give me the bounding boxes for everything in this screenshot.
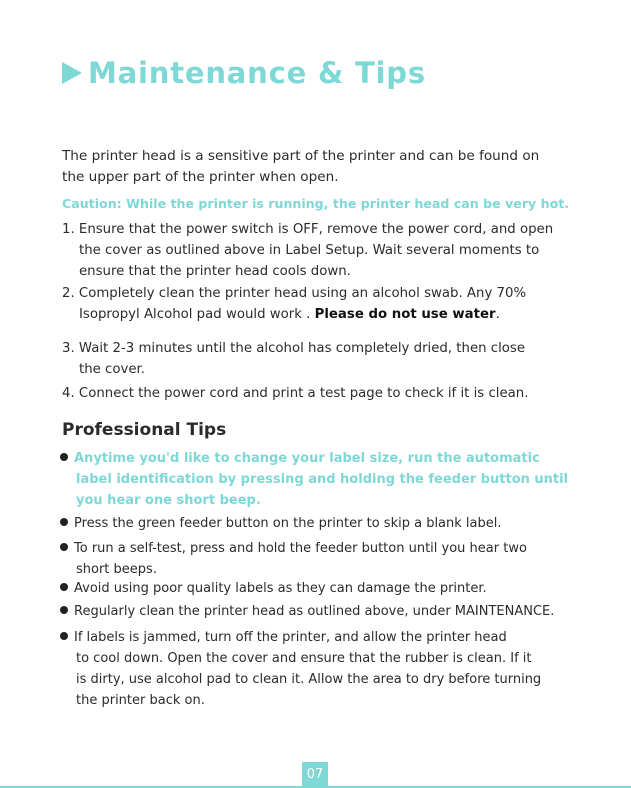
- intro-text: [62, 146, 572, 188]
- step-text: the cover.: [79, 362, 146, 377]
- page-number: 07: [302, 762, 328, 788]
- step-4: [62, 383, 572, 404]
- bullet-dot-icon: [60, 583, 68, 591]
- step-text: Completely clean the printer head using an alcohol swab. Any 70%: [78, 286, 527, 301]
- bullet-dot-icon: [60, 543, 68, 551]
- tip-item: [60, 578, 572, 599]
- tip-text: Press the green feeder button on the printer to skip a blank label.: [74, 516, 502, 531]
- tip-item: [60, 513, 572, 534]
- step-text: Ensure that the power switch is OFF, remove the power cord, and open: [78, 222, 554, 237]
- step-text: the cover as outlined above in Label Setup. Wait several moments to: [79, 243, 540, 258]
- tip-item: [60, 448, 572, 511]
- step-text: ensure that the printer head cools down.: [79, 264, 351, 279]
- tip-text: label identification by pressing and holding the feeder button until: [76, 472, 569, 487]
- bullet-dot-icon: [60, 453, 68, 461]
- tip-item: [60, 627, 572, 711]
- tip-text: short beeps.: [76, 562, 157, 577]
- step-number: 2.: [62, 286, 75, 301]
- step-warning: Please do not use water: [314, 307, 496, 322]
- tip-text: If labels is jammed, turn off the printer, and allow the printer head: [74, 630, 507, 645]
- step-text: Connect the power cord and print a test page to check if it is clean.: [78, 386, 529, 401]
- tip-text: Anytime you'd like to change your label size, run the automatic: [74, 451, 540, 466]
- tip-item: [60, 538, 572, 580]
- step-number: 4.: [62, 386, 75, 401]
- intro-line: the upper part of the printer when open.: [62, 169, 339, 185]
- tip-text: to cool down. Open the cover and ensure that the rubber is clean. If it: [76, 651, 532, 666]
- tip-text: Regularly clean the printer head as outlined above, under MAINTENANCE.: [74, 604, 555, 619]
- tip-text: is dirty, use alcohol pad to clean it. Allow the area to dry before turning: [76, 672, 542, 687]
- step-number: 3.: [62, 341, 75, 356]
- caution-text: Caution: While the printer is running, the printer head can be very hot.: [62, 196, 570, 211]
- page-title: Maintenance & Tips: [88, 56, 426, 90]
- tip-text: the printer back on.: [76, 693, 205, 708]
- bullet-dot-icon: [60, 606, 68, 614]
- step-text: Isopropyl Alcohol pad would work .: [79, 307, 311, 322]
- tip-text: To run a self-test, press and hold the feeder button until you hear two: [74, 541, 527, 556]
- section-title: Professional Tips: [62, 420, 227, 440]
- step-text: Wait 2-3 minutes until the alcohol has completely dried, then close: [78, 341, 526, 356]
- step-text: .: [495, 307, 500, 322]
- tip-text: Avoid using poor quality labels as they can damage the printer.: [74, 581, 487, 596]
- step-2: [62, 283, 572, 325]
- bullet-dot-icon: [60, 518, 68, 526]
- tip-item: [60, 601, 572, 622]
- step-number: 1.: [62, 222, 75, 237]
- title-row: [62, 56, 426, 90]
- step-1: [62, 219, 572, 282]
- step-3: [62, 338, 572, 380]
- tip-text: you hear one short beep.: [76, 493, 261, 508]
- intro-line: The printer head is a sensitive part of the printer and can be found on: [62, 148, 540, 164]
- play-triangle-icon: [62, 62, 82, 84]
- bullet-dot-icon: [60, 632, 68, 640]
